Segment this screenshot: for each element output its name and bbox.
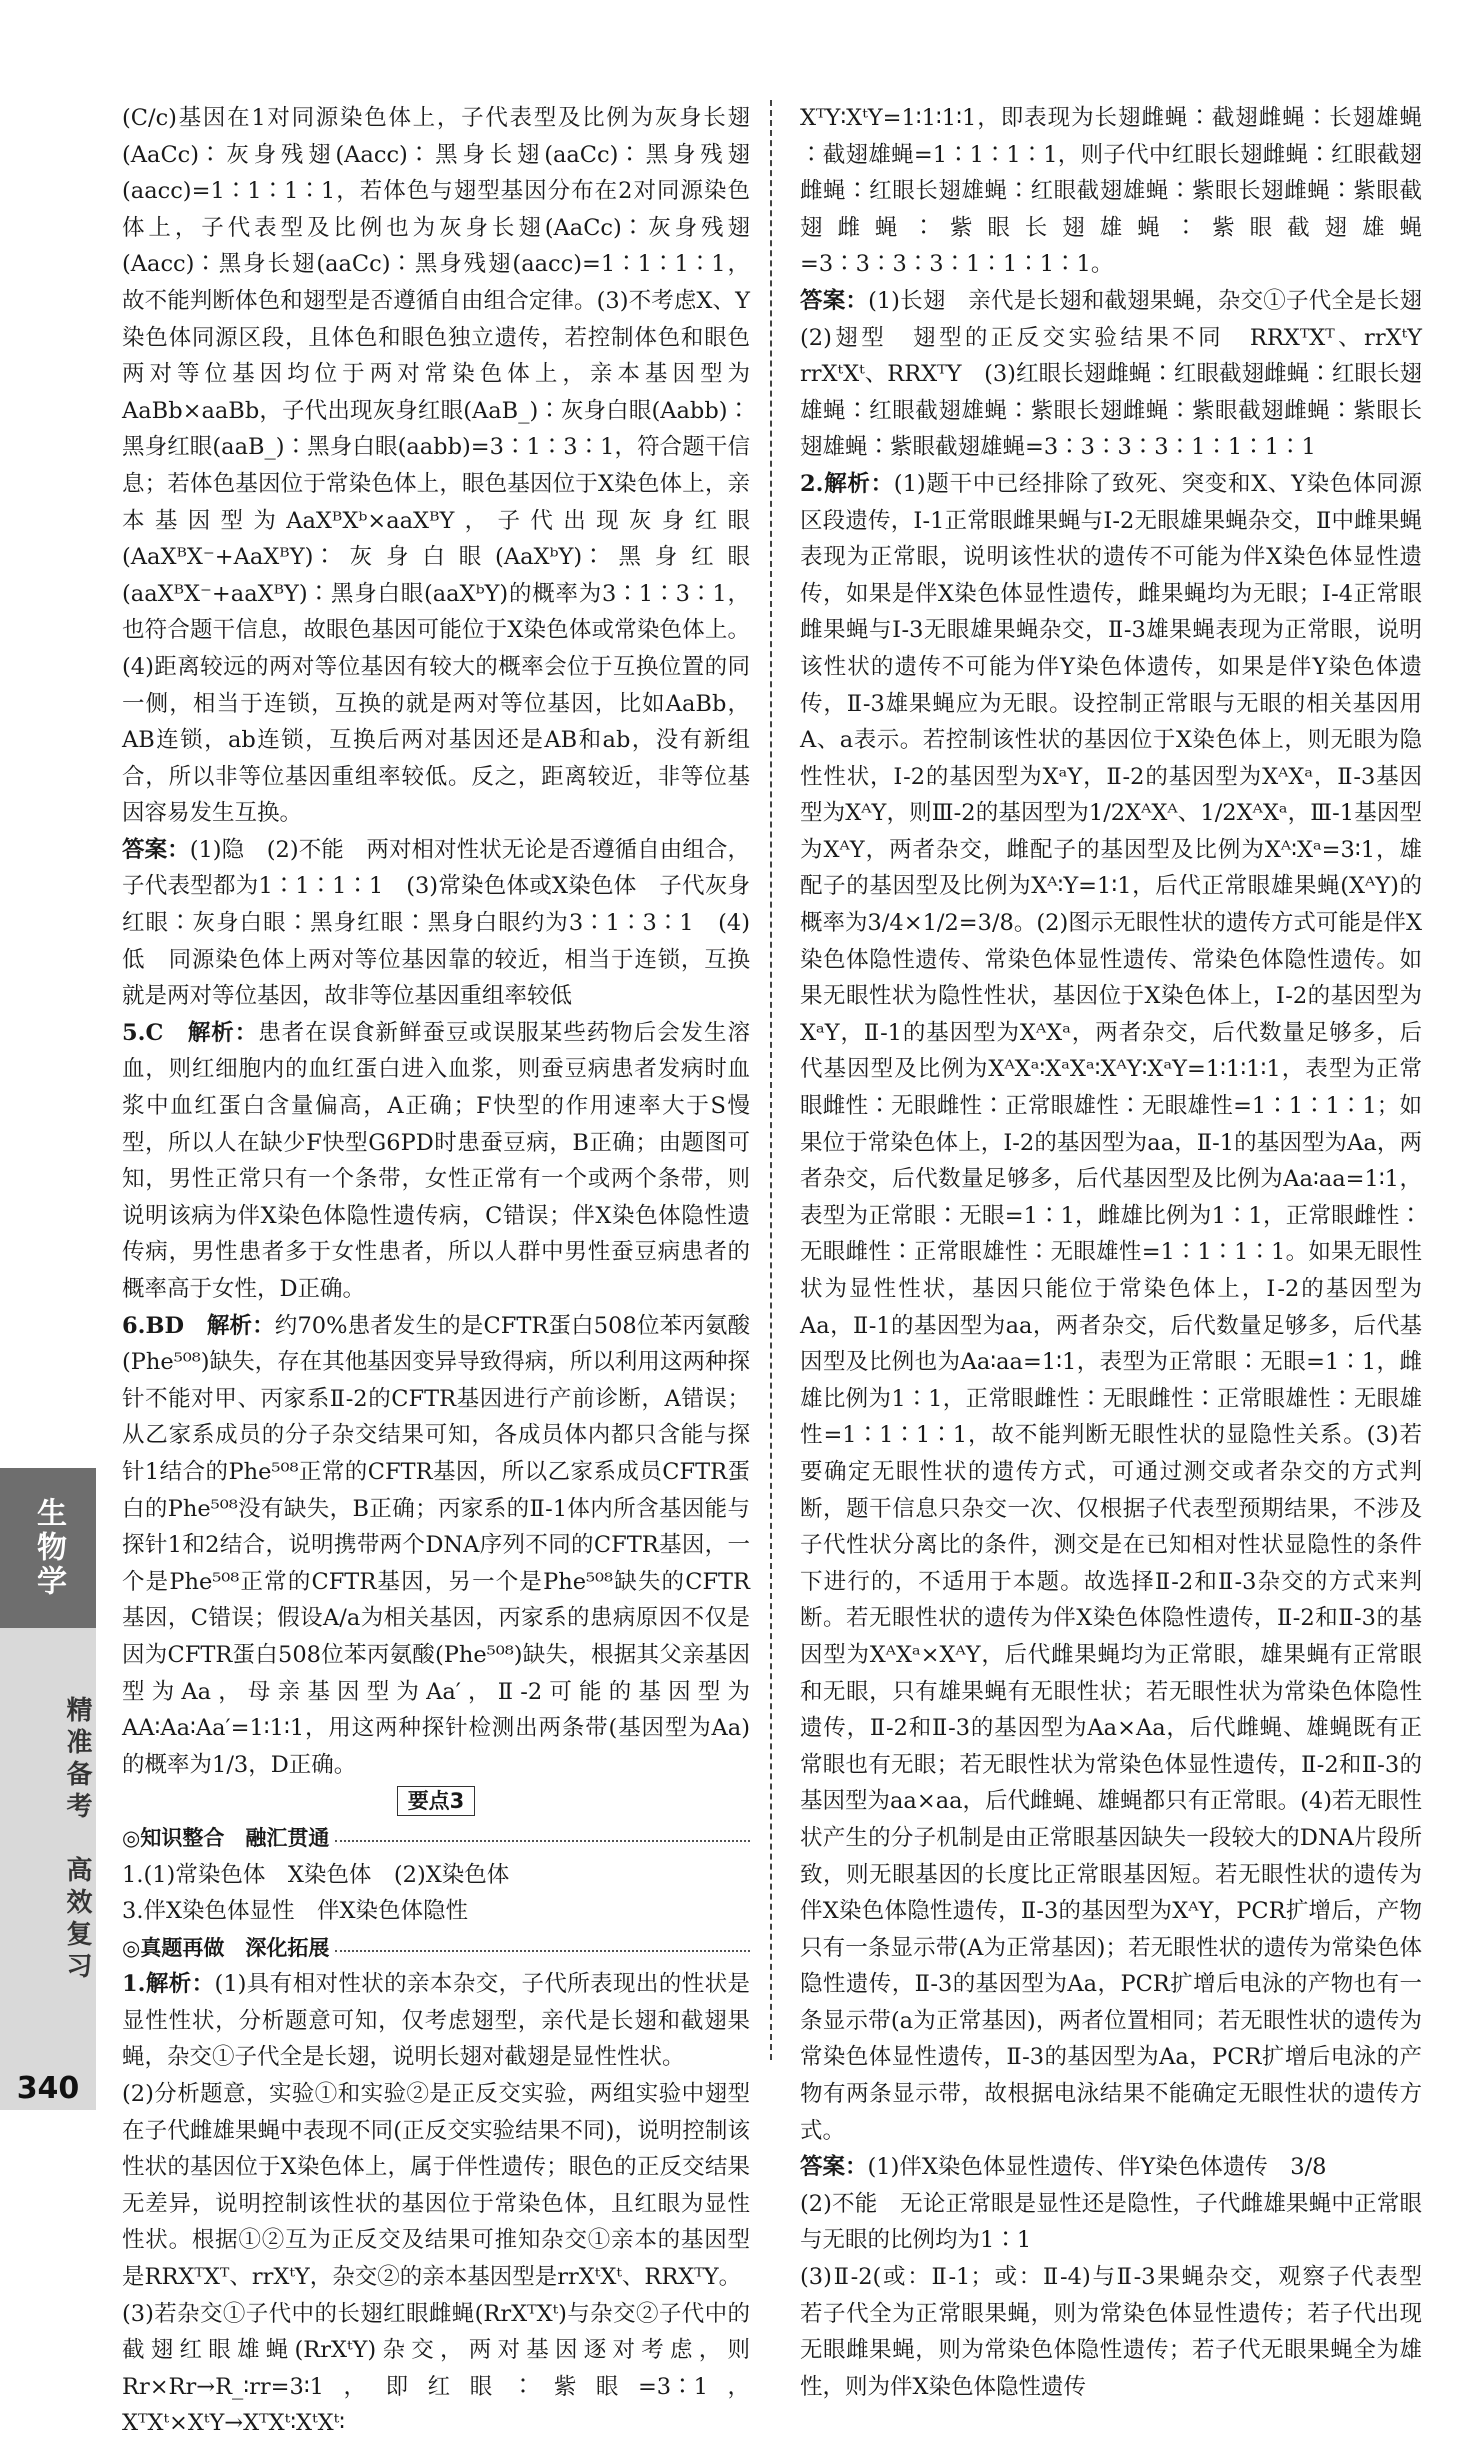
labeled-paragraph: [800, 2149, 1422, 2186]
paragraph: 3.伴X染色体显性 伴X染色体隐性: [122, 1898, 469, 1925]
section-heading: [122, 1820, 750, 1857]
paragraph-text: (1)伴X染色体显性遗传、伴Y染色体遗传 3/8: [867, 2154, 1327, 2181]
dotted-rule: [335, 1950, 750, 1952]
paragraph-text: (1)题干中已经排除了致死、突变和X、Y染色体同源区段遗传，Ⅰ-1正常眼雌果蝇与Ⅰ-2无眼雄果蝇杂交，Ⅱ中雌果蝇表现为正常眼，说明该性状的遗传不可能为伴X染色体显性遗传，如果是伴X染色体显性遗传，雌果蝇均为无眼；Ⅰ-4正常眼雌果蝇与Ⅰ-3无眼雄果蝇杂交，Ⅱ-3雄果蝇表现为正常眼，说明该性状的遗传不可能为伴Y染色体遗传，如果是伴Y染色体遗传，Ⅱ-3雄果蝇应为无眼。设控制正常眼与无眼的相关基因用A、a表示。若控制该性状的基因位于X染色体上，则无眼为隐性性状，Ⅰ-2的基因型为XᵃY，Ⅱ-2的基因型为XᴬXᵃ，Ⅱ-3基因型为XᴬY，则Ⅲ-2的基因型为1/2XᴬXᴬ、1/2XᴬXᵃ，Ⅲ-1基因型为XᴬY，两者杂交，雌配子的基因型及比例为Xᴬ∶Xᵃ=3∶1，雄配子的基因型及比例为Xᴬ∶Y=1∶1，后代正常眼雄果蝇(XᴬY)的概率为3/4×1/2=3/8。(2)图示无眼性状的遗传方式可能是伴X染色体隐性遗传、常染色体显性遗传、常染色体隐性遗传。如果无眼性状为隐性性状，基因位于X染色体上，Ⅰ-2的基因型为XᵃY，Ⅱ-1的基因型为XᴬXᵃ，两者杂交，后代数量足够多，后代基因型及比例为XᴬXᵃ∶XᵃXᵃ∶XᴬY∶XᵃY=1∶1∶1∶1，表型为正常眼雌性∶无眼雌性∶正常眼雄性∶无眼雄性=1∶1∶1∶1；如果位于常染色体上，Ⅰ-2的基因型为aa，Ⅱ-1的基因型为Aa，两者杂交，后代数量足够多，后代基因型及比例为Aa∶aa=1∶1，表型为正常眼∶无眼=1∶1，雌雄比例为1∶1，正常眼雌性∶无眼雌性∶正常眼雄性∶无眼雄性=1∶1∶1∶1。如果无眼性状为显性性状，基因只能位于常染色体上，Ⅰ-2的基因型为Aa，Ⅱ-1的基因型为aa，两者杂交，后代数量足够多，后代基因型及比例也为Aa∶aa=1∶1，表型为正常眼∶无眼=1∶1，雌雄比例为1∶1，正常眼雌性∶无眼雌性∶正常眼雄性∶无眼雄性=1∶1∶1∶1，故不能判断无眼性状的显隐性关系。(3)若要确定无眼性状的遗传方式，可通过测交或者杂交的方式判断，题干信息只杂交一次、仅根据子代表型预期结果，不涉及子代性状分离比的条件，测交是在已知相对性状显隐性的条件下进行的，不适用于本题。故选择Ⅱ-2和Ⅱ-3杂交的方式来判断。若无眼性状的遗传为伴X染色体隐性遗传，Ⅱ-2和Ⅱ-3的基因型为XᴬXᵃ×XᴬY，后代雌果蝇均为正常眼，雄果蝇有正常眼和无眼，只有雄果蝇有无眼性状；若无眼性状为常染色体隐性遗传，Ⅱ-2和Ⅱ-3的基因型为Aa×Aa，后代雌蝇、雄蝇既有正常眼也有无眼；若无眼性状为常染色体显性遗传，Ⅱ-2和Ⅱ-3的基因型为aa×aa，后代雌蝇、雄蝇都只有正常眼。(4)若无眼性状产生的分子机制是由正常眼基因缺失一段较大的DNA片段所致，则无眼基因的长度比正常眼基因短。若无眼性状的遗传为伴X染色体隐性遗传，Ⅱ-3的基因型为XᴬY，PCR扩增后，产物只有一条显示带(A为正常基因)；若无眼性状的遗传为常染色体隐性遗传，Ⅱ-3的基因型为Aa，PCR扩增后电泳的产物也有一条显示带(a为正常基因)，两者位置相同；若无眼性状的遗传为常染色体显性遗传，Ⅱ-3的基因型为Aa，PCR扩增后电泳的产物有两条显示带，故根据电泳结果不能确定无眼性状的遗传方式。: [800, 470, 1422, 2144]
paragraph-text: (1)具有相对性状的亲本杂交，子代所表现出的性状是显性性状，分析题意可知，仅考虑翅型，亲代是长翅和截翅果蝇，杂交①子代全是长翅，说明长翅对截翅是显性性状。: [122, 1971, 750, 2071]
column-divider: [770, 100, 772, 2060]
labeled-paragraph: [122, 1966, 750, 2076]
paragraph: (3)Ⅱ-2(或：Ⅱ-1；或：Ⅱ-4)与Ⅱ-3果蝇杂交，观察子代表型 若子代全为正常眼果蝇，则为常染色体显性遗传；若子代出现无眼雌果蝇，则为常染色体隐性遗传；若子代无眼果蝇全为雄性，则为伴X染色体隐性遗传: [800, 2264, 1445, 2400]
labeled-paragraph: [800, 283, 1445, 466]
paragraph: (2)不能 无论正常眼是显性还是隐性，子代雌雄果蝇中正常眼与无眼的比例均为1∶1: [800, 2190, 1422, 2254]
labeled-paragraph: [122, 1015, 750, 1308]
paragraph: (2)分析题意，实验①和实验②是正反交实验，两组实验中翅型在子代雌雄果蝇中表现不同(正反交实验结果不同)，说明控制该性状的基因位于X染色体上，属于伴性遗传；眼色的正反交结果无差异，说明控制该性状的基因位于常染色体，且红眼为显性性状。根据①②互为正反交及结果可推知杂交①亲本的基因型是RRXᵀXᵀ、rrXᵗY，杂交②的亲本基因型是rrXᵗXᵗ、RRXᵀY。: [122, 2081, 750, 2291]
paragraph-label: 2.解析：: [800, 470, 894, 497]
labeled-paragraph: [122, 1308, 750, 1784]
section-box: [122, 1783, 750, 1820]
paragraph-label: 答案：: [122, 836, 190, 863]
paragraph-text: (1)长翅 亲代是长翅和截翅果蝇，杂交①子代全是长翅 (2)翅型 翅型的正反交实验结果不同 RRXᵀXᵀ、rrXᵗY rrXᵗXᵗ、RRXᵀY (3)红眼长翅雌蝇∶红眼截翅雌蝇∶红眼长翅雄蝇∶红眼截翅雄蝇∶紫眼长翅雌蝇∶紫眼截翅雌蝇∶紫眼长翅雄蝇∶紫眼截翅雄蝇=3∶3∶3∶3∶1∶1∶1∶1: [800, 287, 1445, 461]
labeled-paragraph: [122, 832, 750, 1015]
left-column: [122, 100, 750, 2442]
subject-tab: 生物学: [0, 1468, 96, 1628]
paragraph-label: 6.BD 解析：: [122, 1312, 275, 1339]
paragraph-label: 答案：: [800, 2154, 868, 2181]
section-heading-text: ◎知识整合 融汇贯通: [122, 1825, 330, 1850]
paragraph-label: 答案：: [800, 287, 869, 314]
paragraph-label: 1.解析：: [122, 1971, 215, 1998]
paragraph-text: 约70%患者发生的是CFTR蛋白508位苯丙氨酸(Phe⁵⁰⁸)缺失，存在其他基因变异导致得病，所以利用这两种探针不能对甲、丙家系Ⅱ-2的CFTR基因进行产前诊断，A错误；从乙家系成员的分子杂交结果可知，各成员体内都只含能与探针1结合的Phe⁵⁰⁸正常的CFTR基因，所以乙家系成员CFTR蛋白的Phe⁵⁰⁸没有缺失，B正确；丙家系的Ⅱ-1体内所含基因能与探针1和2结合，说明携带两个DNA序列不同的CFTR基因，一个是Phe⁵⁰⁸正常的CFTR基因，另一个是Phe⁵⁰⁸缺失的CFTR基因，C错误；假设A/a为相关基因，丙家系的患病原因不仅是因为CFTR蛋白508位苯丙氨酸(Phe⁵⁰⁸)缺失，根据其父亲基因型为Aa，母亲基因型为Aa′，Ⅱ-2可能的基因型为AA∶Aa∶Aa′=1∶1∶1，用这两种探针检测出两条带(基因型为Aa)的概率为1/3，D正确。: [122, 1312, 750, 1778]
labeled-paragraph: [800, 466, 1422, 2149]
page-number: 340: [0, 2068, 96, 2110]
section-box-label: 要点3: [397, 1786, 476, 1816]
paragraph: (C/c)基因在1对同源染色体上，子代表型及比例为灰身长翅(AaCc)∶灰身残翅(Aacc)∶黑身长翅(aaCc)∶黑身残翅(aacc)=1∶1∶1∶1，若体色与翅型基因分布在2对同源染色体上，子代表型及比例也为灰身长翅(AaCc)∶灰身残翅(Aacc)∶黑身长翅(aaCc)∶黑身残翅(aacc)=1∶1∶1∶1，故不能判断体色和翅型是否遵循自由组合定律。(3)不考虑X、Y染色体同源区段，且体色和眼色独立遗传，若控制体色和眼色两对等位基因均位于两对常染色体上，亲本基因型为AaBb×aaBb，子代出现灰身红眼(AaB_)∶灰身白眼(Aabb)∶黑身红眼(aaB_)∶黑身白眼(aabb)=3∶1∶3∶1，符合题干信息；若体色基因位于常染色体上，眼色基因位于X染色体上，亲本基因型为AaXᴮXᵇ×aaXᴮY，子代出现灰身红眼(AaXᴮX⁻+AaXᴮY)∶灰身白眼(AaXᵇY)∶黑身红眼(aaXᴮX⁻+aaXᴮY)∶黑身白眼(aaXᵇY)的概率为3∶1∶3∶1，也符合题干信息，故眼色基因可能位于X染色体或常染色体上。(4)距离较远的两对等位基因有较大的概率会位于互换位置的同一侧，相当于连锁，互换的就是两对等位基因，比如AaBb，AB连锁，ab连锁，互换后两对基因还是AB和ab，没有新组合，所以非等位基因重组率较低。反之，距离较近，非等位基因容易发生互换。: [122, 105, 750, 827]
section-heading: [122, 1930, 750, 1967]
paragraph-text: (1)隐 (2)不能 两对相对性状无论是否遵循自由组合，子代表型都为1∶1∶1∶1 (3)常染色体或X染色体 子代灰身红眼∶灰身白眼∶黑身红眼∶黑身白眼约为3∶1∶3∶1 (4)低 同源染色体上两对等位基因靠的较近，相当于连锁，互换就是两对等位基因，故非等位基因重组率较低: [122, 836, 750, 1010]
series-title: 精准备考 高效复习: [62, 1696, 92, 1984]
right-column: [800, 100, 1445, 2405]
paragraph: XᵀY∶XᵗY=1∶1∶1∶1，即表现为长翅雌蝇∶截翅雌蝇∶长翅雄蝇∶截翅雄蝇=1∶1∶1∶1，则子代中红眼长翅雌蝇∶红眼截翅雌蝇∶红眼长翅雄蝇∶红眼截翅雄蝇∶紫眼长翅雌蝇∶紫眼截翅雌蝇∶紫眼长翅雄蝇∶紫眼截翅雄蝇=3∶3∶3∶3∶1∶1∶1∶1。: [800, 105, 1422, 278]
dotted-rule: [335, 1840, 750, 1842]
paragraph-label: 5.C 解析：: [122, 1019, 259, 1046]
section-heading-text: ◎真题再做 深化拓展: [122, 1935, 330, 1960]
paragraph: (3)若杂交①子代中的长翅红眼雌蝇(RrXᵀXᵗ)与杂交②子代中的截翅红眼雄蝇(RrXᵗY)杂交，两对基因逐对考虑，则Rr×Rr→R_∶rr=3∶1，即红眼∶紫眼=3∶1，XᵀXᵗ×XᵗY→XᵀXᵗ∶XᵗXᵗ∶: [122, 2300, 750, 2437]
paragraph-text: 患者在误食新鲜蚕豆或误服某些药物后会发生溶血，则红细胞内的血红蛋白进入血浆，则蚕豆病患者发病时血浆中血红蛋白含量偏高，A正确；F快型的作用速率大于S慢型，所以人在缺少F快型G6PD时患蚕豆病，B正确；由题图可知，男性正常只有一个条带，女性正常有一个或两个条带，则说明该病为伴X染色体隐性遗传病，C错误；伴X染色体隐性遗传病，男性患者多于女性患者，所以人群中男性蚕豆病患者的概率高于女性，D正确。: [122, 1019, 750, 1302]
paragraph: 1.(1)常染色体 X染色体 (2)X染色体: [122, 1861, 510, 1888]
